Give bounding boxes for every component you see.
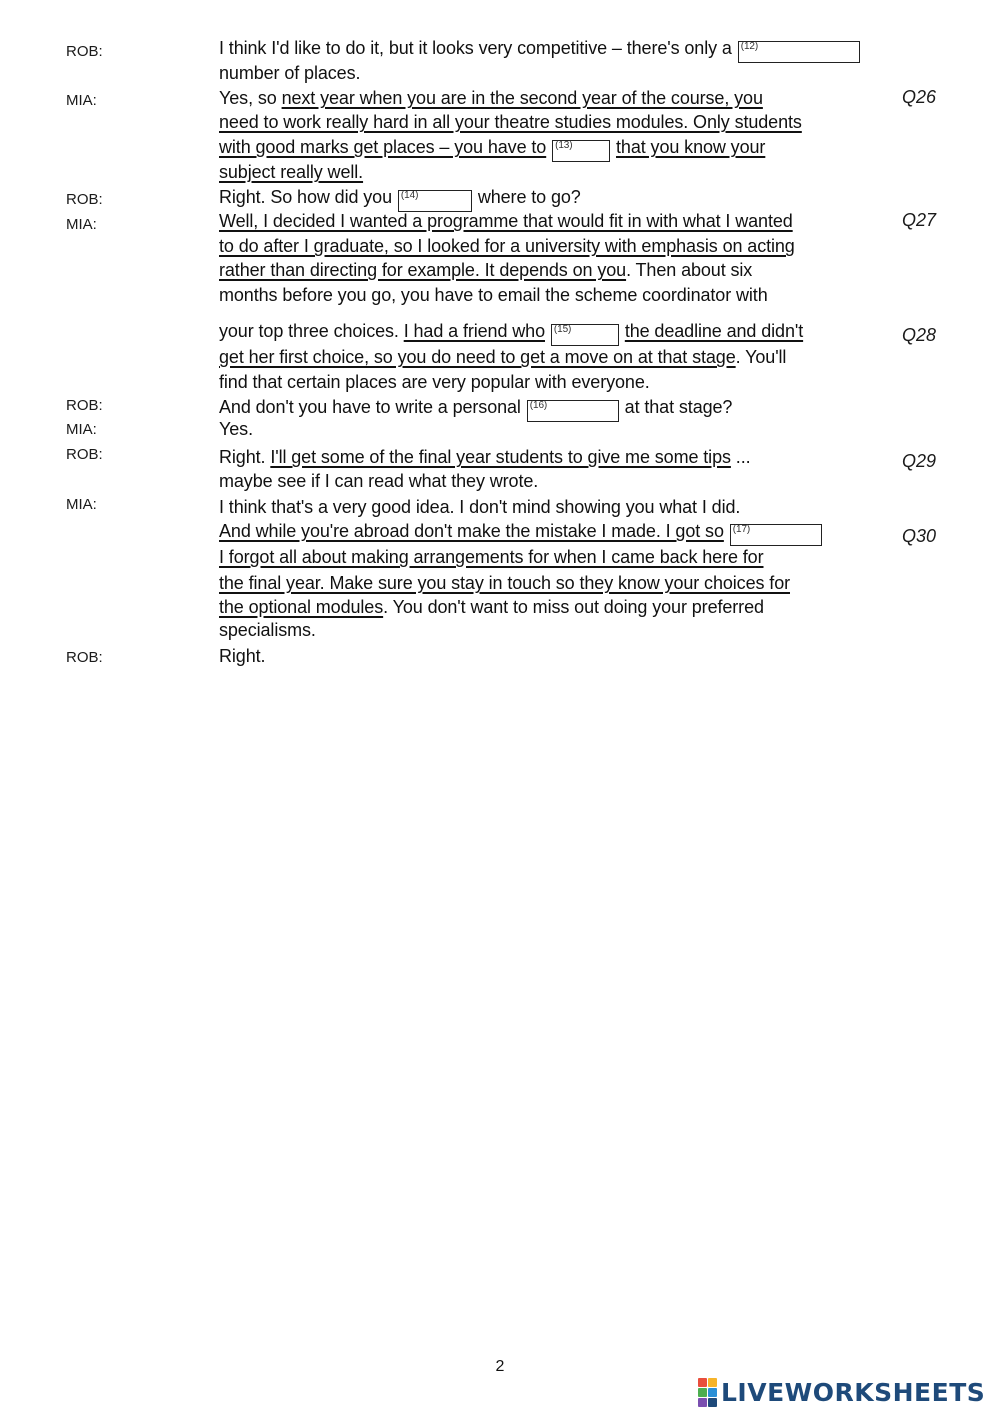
liveworksheets-logo	[698, 1378, 985, 1407]
speaker-mia: MIA:	[66, 421, 97, 438]
answer-gap-12[interactable]	[738, 41, 860, 63]
gap-number: (15)	[553, 324, 572, 335]
gap-number: (12)	[740, 41, 759, 52]
transcript-line: your top three choices. I had a friend who (15) the deadline and didn't	[219, 320, 803, 346]
transcript-line: number of places.	[219, 63, 361, 83]
transcript-line: Right. I'll get some of the final year students to give me some tips ...	[219, 447, 751, 467]
question-marker-q30: Q30	[902, 526, 937, 546]
transcript-line: Yes.	[219, 419, 253, 439]
transcript-line: need to work really hard in all your theatre studies modules. Only students	[219, 112, 802, 132]
speaker-mia: MIA:	[66, 92, 97, 109]
transcript-line: I think I'd like to do it, but it looks very competitive – there's only a (12)	[219, 37, 861, 63]
transcript-line: maybe see if I can read what they wrote.	[219, 471, 539, 491]
gap-number: (17)	[732, 524, 751, 535]
transcript-line: find that certain places are very popular with everyone.	[219, 372, 650, 392]
speaker-rob: ROB:	[66, 649, 103, 666]
transcript-line: And don't you have to write a personal (16) at that stage?	[219, 396, 732, 422]
gap-number: (16)	[529, 400, 548, 411]
speaker-rob: ROB:	[66, 397, 103, 414]
transcript-line: get her first choice, so you do need to get a move on at that stage. You'll	[219, 347, 787, 367]
gap-number: (14)	[400, 190, 419, 201]
transcript-line: to do after I graduate, so I looked for a university with emphasis on acting	[219, 236, 795, 256]
answer-gap-16[interactable]	[527, 400, 619, 422]
transcript-line: the optional modules. You don't want to miss out doing your preferred	[219, 597, 764, 617]
transcript-line: I think that's a very good idea. I don't mind showing you what I did.	[219, 497, 741, 517]
speaker-rob: ROB:	[66, 43, 103, 60]
answer-gap-13[interactable]	[552, 140, 610, 162]
question-marker-q28: Q28	[902, 325, 937, 345]
speaker-rob: ROB:	[66, 446, 103, 463]
transcript-line: I forgot all about making arrangements for when I came back here for	[219, 547, 764, 567]
transcript-line: Yes, so next year when you are in the second year of the course, you	[219, 88, 763, 108]
speaker-rob: ROB:	[66, 191, 103, 208]
transcript-line: specialisms.	[219, 620, 316, 640]
transcript-line: Right. So how did you (14) where to go?	[219, 186, 581, 212]
transcript-line: Right.	[219, 646, 266, 666]
question-marker-q26: Q26	[902, 87, 937, 107]
question-marker-q29: Q29	[902, 451, 937, 471]
transcript-line: months before you go, you have to email the scheme coordinator with	[219, 285, 768, 305]
transcript-line: the final year. Make sure you stay in touch so they know your choices for	[219, 573, 790, 593]
logo-icon	[698, 1378, 717, 1407]
answer-gap-14[interactable]	[398, 190, 472, 212]
transcript-line: Well, I decided I wanted a programme that would fit in with what I wanted	[219, 211, 793, 231]
transcript-line: subject really well.	[219, 162, 364, 182]
logo-text: LIVEWORKSHEETS	[721, 1378, 986, 1407]
question-marker-q27: Q27	[902, 210, 937, 230]
transcript-line: And while you're abroad don't make the mistake I made. I got so (17)	[219, 520, 823, 546]
speaker-mia: MIA:	[66, 496, 97, 513]
gap-number: (13)	[555, 140, 573, 151]
answer-gap-15[interactable]	[551, 324, 619, 346]
answer-gap-17[interactable]	[730, 524, 822, 546]
page-number: 2	[495, 1358, 505, 1375]
transcript-line: with good marks get places – you have to (13) that you know your	[219, 136, 765, 162]
speaker-mia: MIA:	[66, 216, 97, 233]
transcript-line: rather than directing for example. It depends on you. Then about six	[219, 260, 753, 280]
